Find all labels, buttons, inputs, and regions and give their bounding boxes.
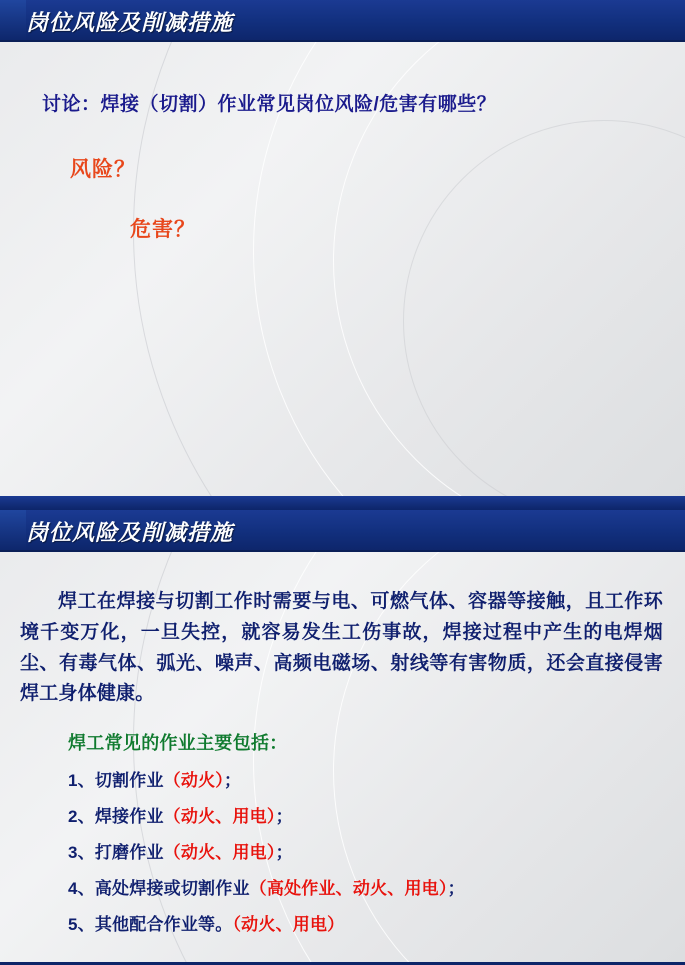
- list-item-tail: ；: [223, 771, 242, 791]
- list-item-index: 4、: [68, 879, 95, 899]
- list-item-index: 3、: [68, 843, 95, 863]
- slide-2-title: 岗位风险及削减措施: [26, 519, 234, 545]
- discussion-question: 讨论：焊接（切割）作业常见岗位风险/危害有哪些？: [42, 94, 497, 115]
- list-heading: 焊工常见的作业主要包括：: [68, 733, 288, 754]
- list-item: [68, 874, 663, 899]
- list-item-text: 焊接作业: [94, 807, 164, 827]
- list-item: [68, 910, 663, 935]
- list-item: [68, 838, 663, 863]
- list-item-text: 其他配合作业等。: [94, 915, 233, 935]
- body-paragraph: 焊工在焊接与切割工作时需要与电、可燃气体、容器等接触，且工作环境千变万化，一旦失控，就容易发生工伤事故，焊接过程中产生的电焊烟尘、有毒气体、弧光、噪声、高频电磁场、射线等有害物质，还会直接侵害焊工身体健康。: [20, 591, 663, 705]
- list-item-text: 切割作业: [94, 771, 164, 791]
- title-accent-block: [0, 0, 26, 42]
- list-item-index: 5、: [68, 915, 95, 935]
- list-item-note: （动火）: [163, 771, 224, 791]
- list-item-index: 1、: [68, 771, 95, 791]
- risk-prompt: 风险？: [70, 157, 136, 181]
- list-item-tail: ；: [447, 879, 465, 899]
- title-accent-block: [0, 510, 26, 552]
- list-item-note: （动火、用电）: [232, 915, 345, 935]
- hazard-prompt: 危害？: [130, 217, 196, 241]
- list-item-text: 高处焊接或切割作业: [94, 879, 250, 899]
- list-item-note: （动火、用电）: [163, 807, 276, 827]
- slide-1-title-bar: [0, 0, 685, 42]
- list-item-tail: ；: [275, 807, 293, 827]
- slide-1-content: [0, 42, 685, 243]
- list-item: [68, 766, 663, 791]
- list-item: [68, 802, 663, 827]
- list-item-index: 2、: [68, 807, 95, 827]
- list-item-note: （动火、用电）: [163, 843, 276, 863]
- slide-1-bottom-band: [0, 496, 685, 510]
- slide-1-title: 岗位风险及削减措施: [26, 9, 234, 35]
- slide-2-content: [0, 552, 685, 935]
- work-type-list: [20, 766, 663, 935]
- list-item-tail: ；: [275, 843, 293, 863]
- slide-2: [0, 510, 685, 965]
- slide-2-title-bar: [0, 510, 685, 552]
- list-item-note: （高处作业、动火、用电）: [249, 879, 448, 899]
- list-item-text: 打磨作业: [94, 843, 164, 863]
